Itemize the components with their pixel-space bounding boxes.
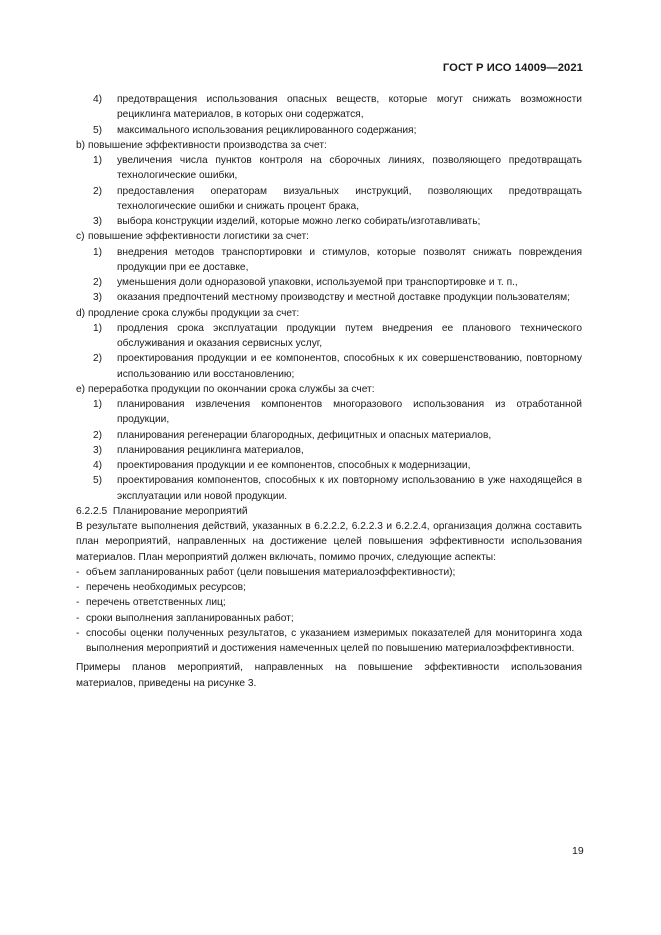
list-item-c3: 3) оказания предпочтений местному производству и местной доставке продукции пользователям; — [93, 292, 570, 304]
section-heading — [76, 504, 582, 519]
document-body — [76, 92, 582, 691]
closing-paragraph: Примеры планов мероприятий, направленных на повышение эффективности использования материалов, приведены на рисунке 3. — [76, 662, 582, 689]
list-item-c1: 1) внедрения методов транспортировки и стимулов, которые позволят снижать повреждения продукции при ее доставке, — [93, 246, 582, 273]
list-item-b: b) повышение эффективности производства за счет: — [76, 139, 327, 151]
list-item-d: d) продление срока службы продукции за счет: — [76, 307, 300, 319]
section-title: Планирование мероприятий — [112, 505, 248, 517]
bullet-item: - способы оценки полученных результатов, с указанием измеримых показателей для мониторинга хода выполнения мероприятий и достижения намеченных целей по повышению материалоэффективности. — [76, 627, 582, 654]
list-item-e4: 4) проектирования продукции и ее компонентов, способных к модернизации, — [93, 460, 471, 471]
list-item-b3: 3) выбора конструкции изделий, которые можно легко собирать/изготавливать; — [93, 216, 481, 227]
list-item-c: c) повышение эффективности логистики за счет: — [76, 231, 309, 243]
list-item-e3: 3) планирования рециклинга материалов, — [93, 444, 304, 456]
list-item-d1: 1) продления срока эксплуатации продукции путем внедрения ее планового технического обслуживания и оказания сервисных услуг, — [93, 322, 582, 349]
bullet-item: - перечень необходимых ресурсов; — [76, 582, 246, 593]
list-item-c2: 2) уменьшения доли одноразовой упаковки, используемой при транспортировке и т. п., — [93, 277, 518, 288]
list-item-d2: 2) проектирования продукции и ее компонентов, способных к их совершенствованию, повторному использованию или восстановлению; — [93, 353, 582, 380]
list-item-a5: 5) максимального использования рециклированного содержания; — [93, 124, 417, 136]
bullet-item: - перечень ответственных лиц; — [76, 597, 226, 609]
list-item-e1: 1) планирования извлечения компонентов многоразового использования из отработанной продукции, — [93, 399, 582, 426]
bullet-item: - сроки выполнения запланированных работ; — [76, 612, 294, 624]
section-intro: В результате выполнения действий, указанных в 6.2.2.2, 6.2.2.3 и 6.2.2.4, организация должна составить план мероприятий, направленных на достижение целей повышения эффективности использования материалов. План мероприятий должен включать, помимо прочих, следующие аспекты: — [76, 521, 582, 563]
section-number: 6.2.2.5 — [76, 505, 108, 517]
list-item-b1: 1) увеличения числа пунктов контроля на сборочных линиях, позволяющего предотвращать технологические ошибки, — [93, 155, 582, 182]
standard-code: ГОСТ Р ИСО 14009—2021 — [442, 62, 583, 74]
list-item-e5: 5) проектирования компонентов, способных к их повторному использованию в уже находящейся в эксплуатации или новой продукции. — [93, 475, 582, 502]
list-item-b2: 2) предоставления операторам визуальных инструкций, позволяющих предотвращать технологические ошибки и снижать процент брака, — [93, 185, 582, 212]
bullet-item: - объем запланированных работ (цели повышения материалоэффективности); — [76, 566, 456, 578]
page-number: 19 — [572, 845, 584, 857]
list-item-a4: 4) предотвращения использования опасных веществ, которые могут снижать возможности рециклинга материалов, в которых они содержатся, — [93, 94, 582, 121]
list-item-e: e) переработка продукции по окончании срока службы за счет: — [76, 383, 375, 395]
list-item-e2: 2) планирования регенерации благородных, дефицитных и опасных материалов, — [93, 429, 492, 441]
